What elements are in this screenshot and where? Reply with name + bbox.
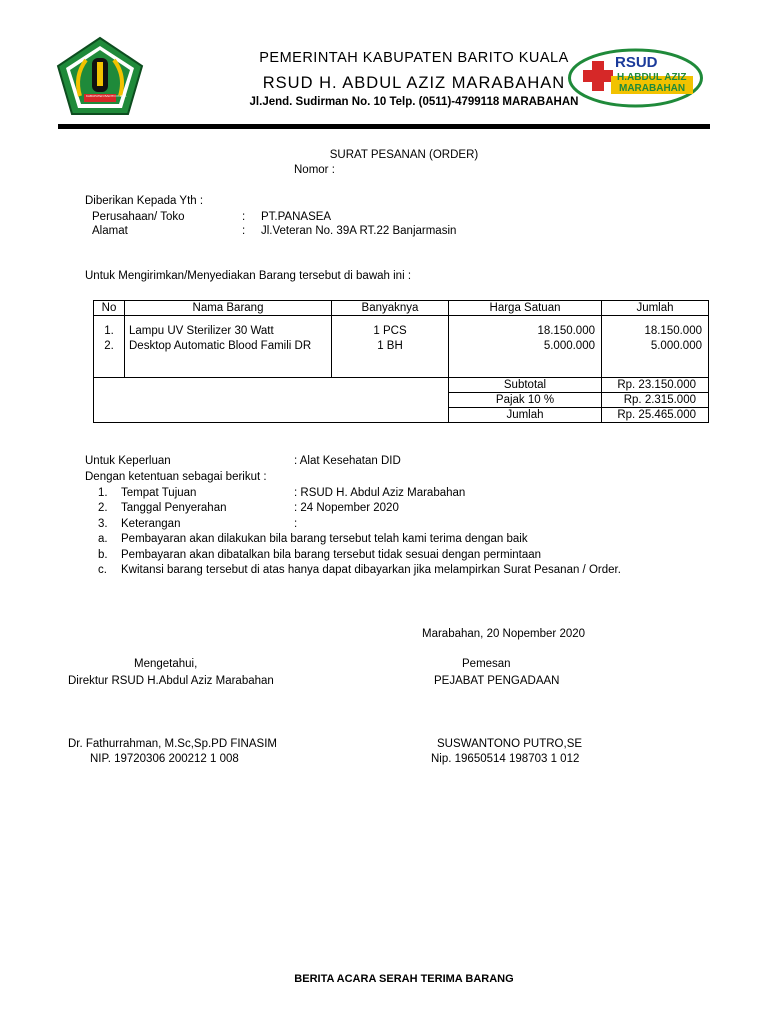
grand-total-value: Rp. 25.465.000 [602,408,709,423]
government-name: PEMERINTAH KABUPATEN BARITO KUALA [259,50,569,66]
company-label: Perusahaan/ Toko [92,211,185,223]
list-item: a. [98,533,108,545]
subtotal-label: Subtotal [449,378,602,393]
row-unit-price: 18.150.000 [537,325,595,337]
items-table [93,300,709,423]
row-item-name: Lampu UV Sterilizer 30 Watt [129,325,274,337]
purpose-label: Untuk Keperluan [85,455,171,467]
header-item-name: Nama Barang [125,301,332,316]
list-item: 2. [98,502,108,514]
rsud-logo-line2: H.ABDUL AZIZ [617,72,687,83]
rsud-logo [567,48,704,108]
row-total: 5.000.000 [650,340,702,352]
condition-text: Pembayaran akan dibatalkan bila barang tersebut tidak sesuai dengan permintaan [121,549,542,561]
list-item: b. [98,549,108,561]
order-intro: Untuk Mengirimkan/Menyediakan Barang tersebut di bawah ini : [85,270,412,282]
tax-value: Rp. 2.315.000 [602,393,709,408]
procurement-nip: Nip. 19650514 198703 1 012 [431,753,580,765]
address-label: Alamat [92,225,128,237]
place-date: Marabahan, 20 Nopember 2020 [422,628,586,640]
address-value: Jl.Veteran No. 39A RT.22 Banjarmasin [261,225,457,237]
subtotal-value: Rp. 23.150.000 [602,378,709,393]
condition-text: Kwitansi barang tersebut di atas hanya dapat dibayarkan jika melampirkan Surat Pesanan / Order. [121,564,621,576]
row-no: 1. [104,325,114,337]
list-item: 1. [98,487,108,499]
orderer-label: Pemesan [462,658,511,670]
recipient-heading: Diberikan Kepada Yth : [85,195,204,207]
document-number-label: Nomor : [294,164,335,176]
director-nip: NIP. 19720306 200212 1 008 [90,753,239,765]
header-quantity: Banyaknya [332,301,449,316]
row-item-name: Desktop Automatic Blood Famili DR [129,340,312,352]
tax-label: Pajak 10 % [449,393,602,408]
company-value: PT.PANASEA [261,211,332,223]
header-no: No [94,301,125,316]
subtotal-row [94,378,709,393]
row-no: 2. [104,340,114,352]
acknowledged-label: Mengetahui, [134,658,198,670]
table-row [94,316,709,378]
hospital-address: Jl.Jend. Sudirman No. 10 Telp. (0511)-4799118 MARABAHAN [249,96,579,108]
conditions-heading: Dengan ketentuan sebagai berikut : [85,471,267,483]
rsud-logo-line3: MARABAHAN [619,83,686,94]
list-item: c. [98,564,107,576]
header-total: Jumlah [602,301,709,316]
header-unit-price: Harga Satuan [449,301,602,316]
address-colon: : [242,225,246,237]
purpose-value: : Alat Kesehatan DID [294,455,401,467]
delivery-date-value: : 24 Nopember 2020 [294,502,399,514]
delivery-date-label: Tanggal Penyerahan [121,502,227,514]
document-title: SURAT PESANAN (ORDER) [329,149,479,161]
grand-total-label: Jumlah [449,408,602,423]
director-name: Dr. Fathurrahman, M.Sc,Sp.PD FINASIM [68,738,277,750]
destination-label: Tempat Tujuan [121,487,197,499]
condition-text: Pembayaran akan dilakukan bila barang tersebut telah kami terima dengan baik [121,533,528,545]
procurement-title: PEJABAT PENGADAAN [434,675,560,687]
table-header-row [94,301,709,316]
row-quantity: 1 BH [377,340,403,352]
rsud-logo-line1: RSUD [615,54,658,71]
remarks-label: Keterangan [121,518,181,530]
list-item: 3. [98,518,108,530]
handover-title: BERITA ACARA SERAH TERIMA BARANG [294,973,514,985]
procurement-name: SUSWANTONO PUTRO,SE [437,738,583,750]
destination-value: : RSUD H. Abdul Aziz Marabahan [294,487,466,499]
hospital-name: RSUD H. ABDUL AZIZ MARABAHAN [262,74,566,92]
regency-emblem-text: KABUPATEN BARITO KUALA [86,94,127,98]
row-quantity: 1 PCS [373,325,407,337]
director-title: Direktur RSUD H.Abdul Aziz Marabahan [68,675,274,687]
row-unit-price: 5.000.000 [543,340,595,352]
company-colon: : [242,211,246,223]
remarks-value: : [294,518,298,530]
header-divider [58,124,710,129]
row-total: 18.150.000 [644,325,702,337]
